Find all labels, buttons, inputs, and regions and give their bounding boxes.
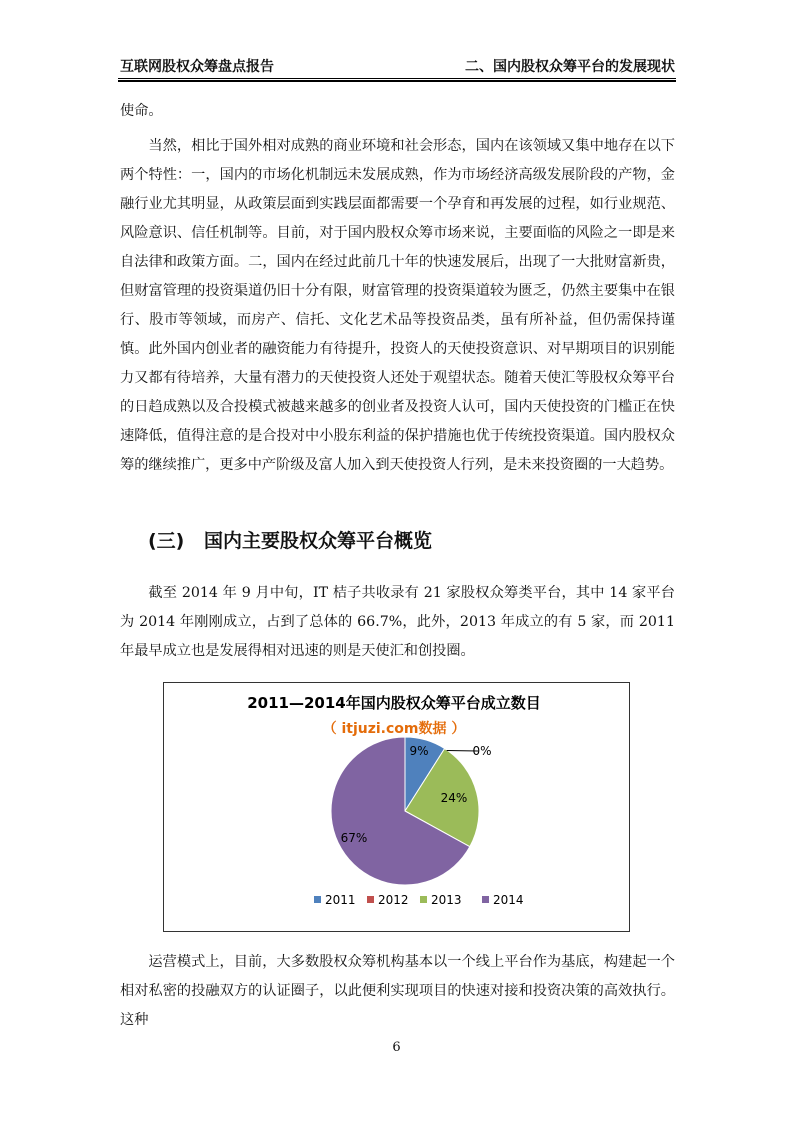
paragraph-statistics: 截至 2014 年 9 月中旬，IT 桔子共收录有 21 家股权众筹类平台，其中 14 家平台为 2014 年刚刚成立，占到了总体的 66.7%，此外，2013 年成立的有 5 家，而 2011 年最早成立也是发展得相对迅速的则是天使汇和创投圈。 [120, 585, 675, 659]
legend-swatch-2014 [482, 896, 489, 903]
legend-item-2014 [482, 893, 524, 907]
legend-swatch-2013 [420, 896, 427, 903]
header-divider [118, 78, 676, 82]
header-chapter-title: 二、国内股权众筹平台的发展现状 [465, 59, 675, 75]
pie-label-2013: 24% [440, 791, 468, 805]
legend-label-2014: 2014 [493, 893, 524, 907]
legend-swatch-2012 [367, 896, 374, 903]
section-number: (三) [148, 530, 185, 552]
legend-label-2013: 2013 [431, 893, 462, 907]
header-report-title: 互联网股权众筹盘点报告 [120, 59, 274, 75]
legend-item-2013 [420, 893, 462, 907]
page-header [120, 56, 675, 76]
legend-item-2011 [314, 893, 356, 907]
pie-chart-box [163, 682, 630, 932]
paragraph-continuation: 使命。 [120, 103, 163, 119]
legend-label-2011: 2011 [325, 893, 356, 907]
section-title-text: 国内主要股权众筹平台概览 [204, 530, 433, 552]
legend-swatch-2011 [314, 896, 321, 903]
pie-chart [164, 683, 629, 931]
paragraph-characteristics: 当然，相比于国外相对成熟的商业环境和社会形态，国内在该领域又集中地存在以下两个特性：一，国内的市场化机制远未发展成熟，作为市场经济高级发展阶段的产物，金融行业尤其明显，从政策层面到实践层面都需要一个孕育和再发展的过程，如行业规范、风险意识、信任机制等。目前，对于国内股权众筹市场来说，主要面临的风险之一即是来自法律和政策方面。二，国内在经过此前几十年的快速发展后，出现了一大批财富新贵，但财富管理的投资渠道仍旧十分有限，财富管理的投资渠道较为匮乏，仍然主要集中在银行、股市等领域，而房产、信托、文化艺术品等投资品类，虽有所补益，但仍需保持谨慎。此外国内创业者的融资能力有待提升，投资人的天使投资意识、对早期项目的识别能力又都有待培养，大量有潜力的天使投资人还处于观望状态。随着天使汇等股权众筹平台的日趋成熟以及合投模式被越来越多的创业者及投资人认可，国内天使投资的门槛正在快速降低，值得注意的是合投对中小股东利益的保护措施也优于传统投资渠道。国内股权众筹的继续推广，更多中产阶级及富人加入到天使投资人行列，是未来投资圈的一大趋势。 [120, 138, 675, 473]
paragraph-operating-mode: 运营模式上，目前，大多数股权众筹机构基本以一个线上平台作为基底，构建起一个相对私密的投融双方的认证圈子，以此便利实现项目的快速对接和投资决策的高效执行。这种 [120, 954, 675, 1028]
chart-subtitle: （ itjuzi.com数据 ） [322, 721, 466, 737]
legend-label-2012: 2012 [378, 893, 409, 907]
page-number: 6 [392, 1040, 401, 1055]
section-heading [148, 526, 432, 553]
pie-label-2011: 9% [409, 744, 429, 758]
pie-label-2012: 0% [472, 744, 492, 758]
chart-title: 2011—2014年国内股权众筹平台成立数目 [247, 694, 541, 712]
legend-item-2012 [367, 893, 409, 907]
pie-label-2014: 67% [340, 831, 368, 845]
